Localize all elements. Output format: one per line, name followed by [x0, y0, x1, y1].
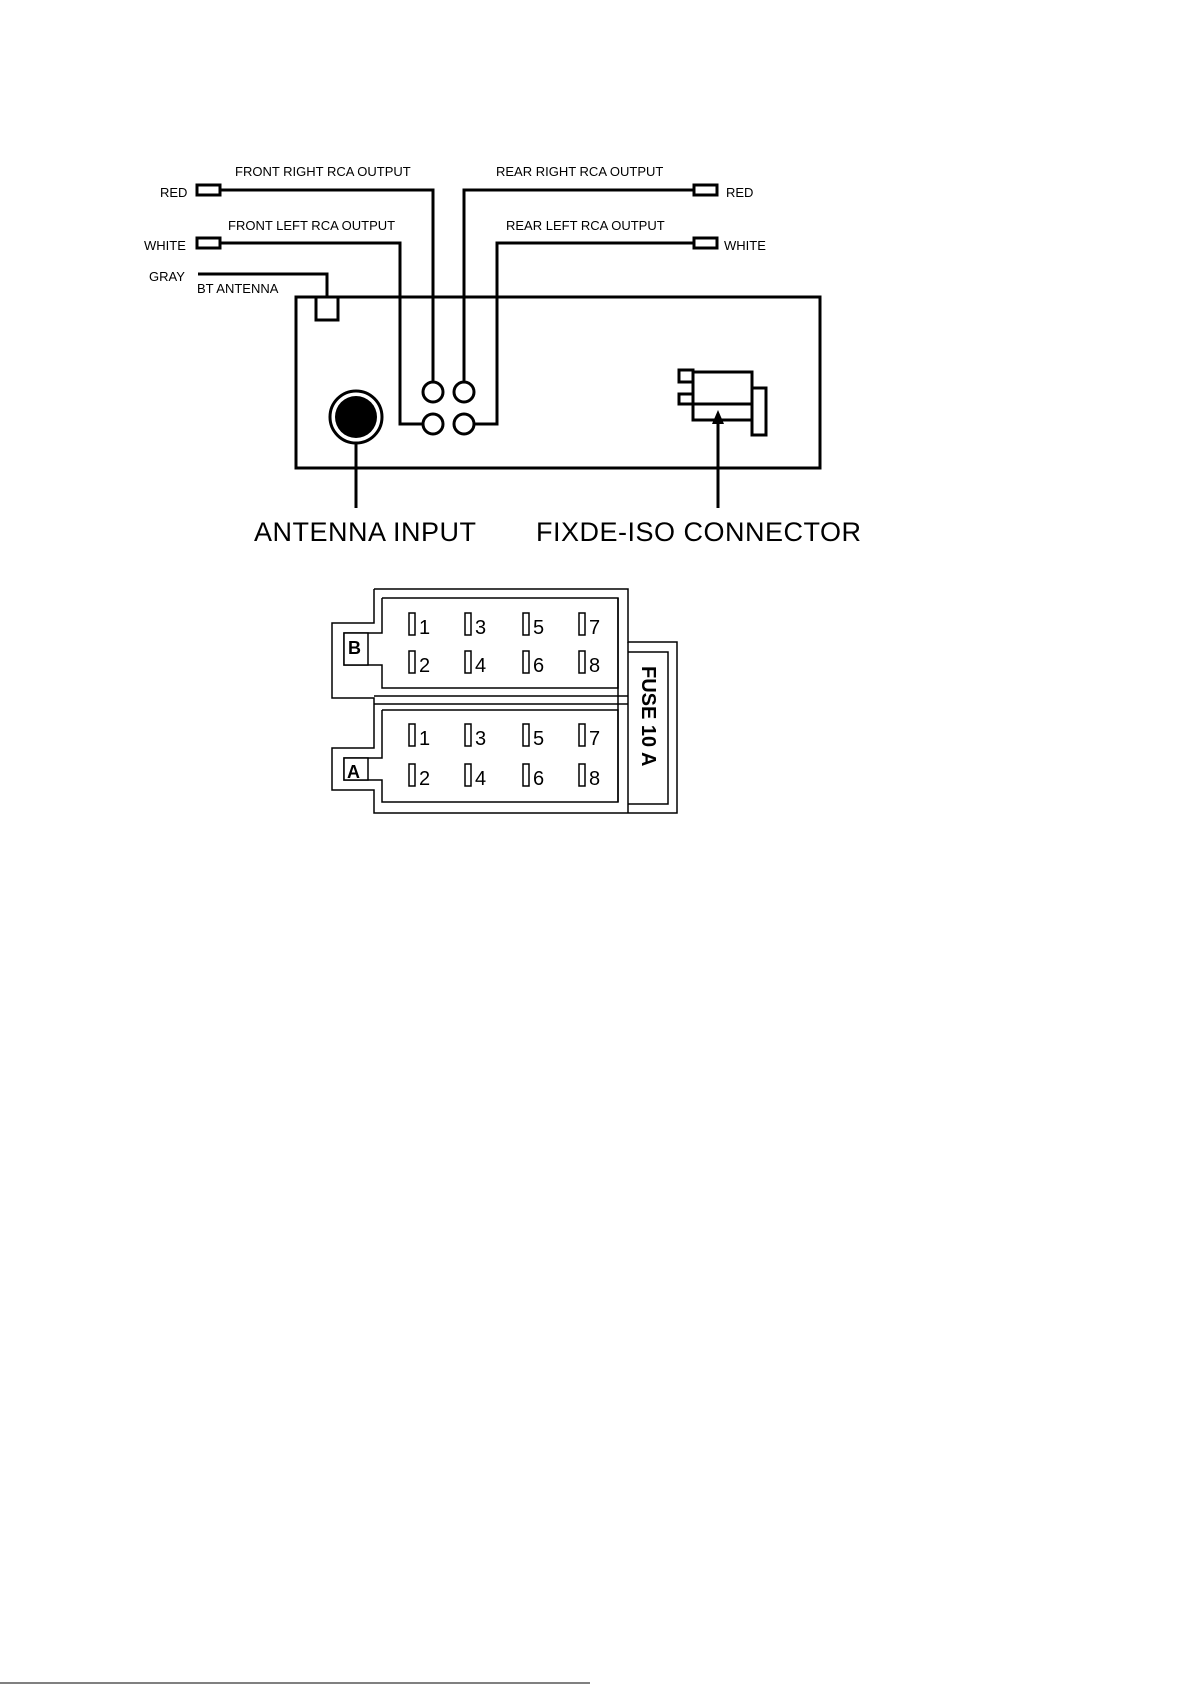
iso-connector-arrowhead [712, 410, 724, 424]
b-pin-6: 6 [533, 655, 545, 677]
rear-right-label: REAR RIGHT RCA OUTPUT [496, 164, 664, 179]
iso-connector-label: FIXDE-ISO CONNECTOR [536, 517, 862, 547]
front-left-wire [220, 243, 423, 424]
fuse-label: FUSE 10 A [637, 666, 659, 767]
antenna-input-label: ANTENNA INPUT [254, 517, 477, 547]
block-a-label: A [347, 762, 360, 782]
b-pin-5: 5 [533, 617, 545, 639]
a-pin-8: 8 [589, 768, 601, 790]
rca-front-right-jack [423, 382, 443, 402]
antenna-input-core [335, 396, 377, 438]
a-pin-3: 3 [475, 728, 487, 750]
rear-left-label: REAR LEFT RCA OUTPUT [506, 218, 665, 233]
front-right-label: FRONT RIGHT RCA OUTPUT [235, 164, 411, 179]
iso-pinout [332, 588, 682, 814]
rear-left-wire [474, 243, 694, 424]
a-pin-2: 2 [419, 768, 431, 790]
b-pin-2: 2 [419, 655, 431, 677]
rear-right-plug [694, 185, 717, 195]
front-left-label: FRONT LEFT RCA OUTPUT [228, 218, 396, 233]
a-pin-7: 7 [589, 728, 601, 750]
bt-antenna-label: BT ANTENNA [197, 281, 279, 296]
head-unit-body [296, 297, 820, 468]
iso-pinout-background [332, 588, 682, 814]
rca-rear-right-jack [454, 382, 474, 402]
red-right-label: RED [726, 185, 754, 200]
gray-label: GRAY [149, 269, 185, 284]
block-b-label: B [348, 638, 361, 658]
iso-socket-shape [679, 370, 693, 404]
front-right-plug [197, 185, 220, 195]
b-pin-3: 3 [475, 617, 487, 639]
b-pin-7: 7 [589, 617, 601, 639]
red-left-label: RED [160, 185, 188, 200]
rca-front-left-jack [423, 414, 443, 434]
white-left-label: WHITE [144, 238, 186, 253]
bt-antenna-port [316, 297, 338, 320]
a-pin-6: 6 [533, 768, 545, 790]
rca-rear-left-jack [454, 414, 474, 434]
rear-left-plug [694, 238, 717, 248]
front-left-plug [197, 238, 220, 248]
b-pin-1: 1 [419, 617, 431, 639]
a-pin-1: 1 [419, 728, 431, 750]
b-pin-4: 4 [475, 655, 487, 677]
a-pin-5: 5 [533, 728, 545, 750]
white-right-label: WHITE [724, 238, 766, 253]
a-pin-4: 4 [475, 768, 487, 790]
b-pin-8: 8 [589, 655, 601, 677]
